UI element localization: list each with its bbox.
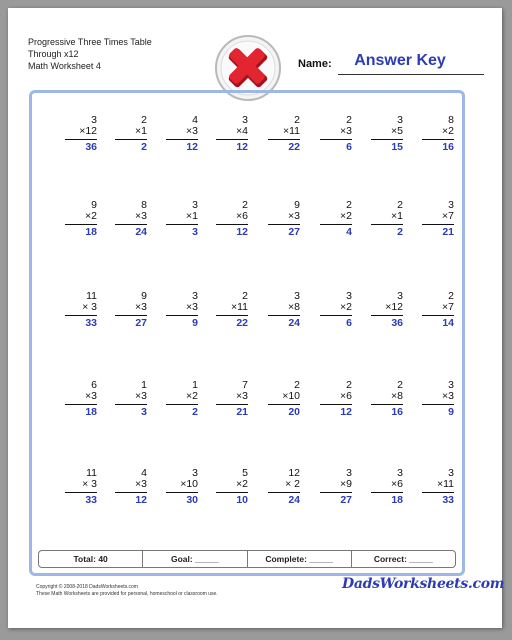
answer-rule [65, 315, 97, 316]
answer-rule [422, 139, 454, 140]
multiplier: ×12 [385, 301, 403, 313]
multiplication-problem [252, 199, 304, 251]
problem-row [37, 199, 457, 251]
multiplicand: 4 [141, 467, 147, 479]
multiplication-problem [150, 290, 202, 342]
multiplication-problem [304, 379, 356, 431]
multiplication-problem [99, 114, 151, 166]
complete-cell: Complete: _____ [248, 551, 352, 567]
multiplier: ×3 [186, 125, 198, 137]
answer-rule [65, 224, 97, 225]
multiplier: ×1 [391, 210, 403, 222]
multiplication-problem [406, 199, 458, 251]
answer: 18 [85, 406, 97, 418]
multiplicand: 3 [346, 290, 352, 302]
multiplicand: 2 [397, 379, 403, 391]
answer: 30 [186, 494, 198, 506]
multiplier: ×3 [442, 390, 454, 402]
answer-rule [371, 492, 403, 493]
multiplication-problem [355, 379, 407, 431]
multiplier: ×2 [442, 125, 454, 137]
multiplicand: 3 [397, 114, 403, 126]
answer-rule [268, 224, 300, 225]
answer: 22 [236, 317, 248, 329]
multiplier: ×3 [135, 210, 147, 222]
answer: 2 [192, 406, 198, 418]
problem-row [37, 379, 457, 431]
multiplier: ×8 [391, 390, 403, 402]
multiplicand: 2 [242, 290, 248, 302]
multiplier: ×3 [85, 390, 97, 402]
multiplier: ×2 [340, 210, 352, 222]
multiplicand: 2 [346, 114, 352, 126]
copyright-notice [36, 584, 218, 598]
multiplication-problem [99, 467, 151, 519]
answer-rule [422, 404, 454, 405]
multiplicand: 2 [242, 199, 248, 211]
multiplicand: 3 [397, 290, 403, 302]
multiplicand: 3 [346, 467, 352, 479]
multiplication-problem [406, 114, 458, 166]
multiplication-problem [406, 290, 458, 342]
multiplication-problem [99, 199, 151, 251]
multiplier: ×3 [135, 390, 147, 402]
copyright-line-2: These Math Worksheets are provided for personal, homeschool or classroom use. [36, 591, 218, 597]
answer: 15 [391, 141, 403, 153]
problem-row [37, 290, 457, 342]
multiplicand: 7 [242, 379, 248, 391]
answer-rule [65, 492, 97, 493]
multiplication-problem [200, 290, 252, 342]
multiplier: ×2 [236, 478, 248, 490]
multiplier: ×12 [79, 125, 97, 137]
multiplier: ×9 [340, 478, 352, 490]
multiplier: ×3 [186, 301, 198, 313]
multiplier: ×3 [288, 210, 300, 222]
answer: 12 [340, 406, 352, 418]
answer-rule [115, 492, 147, 493]
multiplicand: 3 [242, 114, 248, 126]
multiplicand: 2 [141, 114, 147, 126]
answer: 4 [346, 226, 352, 238]
answer-rule [320, 139, 352, 140]
answer: 10 [236, 494, 248, 506]
answer-rule [65, 404, 97, 405]
answer: 20 [288, 406, 300, 418]
multiplier: ×10 [282, 390, 300, 402]
multiplicand: 3 [192, 467, 198, 479]
answer-rule [166, 139, 198, 140]
multiplicand: 6 [91, 379, 97, 391]
multiplication-problem [49, 199, 101, 251]
multiplicand: 8 [448, 114, 454, 126]
multiplicand: 12 [288, 467, 300, 479]
answer-rule [320, 404, 352, 405]
answer: 3 [192, 226, 198, 238]
answer-rule [371, 404, 403, 405]
multiplication-problem [252, 467, 304, 519]
answer: 12 [236, 226, 248, 238]
multiplicand: 9 [141, 290, 147, 302]
answer-rule [268, 404, 300, 405]
title-line-2: Through x12 [28, 49, 79, 59]
multiplier: × 3 [82, 478, 97, 490]
multiplier: ×8 [288, 301, 300, 313]
answer-rule [115, 139, 147, 140]
answer: 36 [85, 141, 97, 153]
multiplier: ×3 [340, 125, 352, 137]
multiplier: × 3 [82, 301, 97, 313]
answer: 21 [442, 226, 454, 238]
multiplication-problem [200, 199, 252, 251]
multiplier: ×4 [236, 125, 248, 137]
answer: 6 [346, 141, 352, 153]
answer: 9 [192, 317, 198, 329]
multiplicand: 3 [294, 290, 300, 302]
copyright-line-1: Copyright © 2008-2018 DadsWorksheets.com [36, 584, 138, 590]
multiplication-problem [150, 467, 202, 519]
multiplication-problem [304, 114, 356, 166]
multiplicand: 2 [294, 114, 300, 126]
multiplication-problem [355, 467, 407, 519]
multiplication-problem [355, 114, 407, 166]
answer-rule [166, 492, 198, 493]
worksheet-title [28, 36, 152, 72]
multiplicand: 2 [294, 379, 300, 391]
answer-rule [115, 224, 147, 225]
answer-rule [371, 139, 403, 140]
multiplication-problem [252, 290, 304, 342]
multiplicand: 9 [294, 199, 300, 211]
multiplier: ×10 [180, 478, 198, 490]
multiplication-problem [304, 290, 356, 342]
answer: 27 [340, 494, 352, 506]
answer: 24 [135, 226, 147, 238]
title-line-3: Math Worksheet 4 [28, 61, 101, 71]
multiplication-problem [49, 379, 101, 431]
answer-rule [320, 315, 352, 316]
answer-rule [422, 224, 454, 225]
multiplier: × 2 [285, 478, 300, 490]
answer: 14 [442, 317, 454, 329]
answer-rule [268, 492, 300, 493]
answer: 21 [236, 406, 248, 418]
answer: 12 [186, 141, 198, 153]
answer-rule [216, 315, 248, 316]
multiplicand: 11 [86, 290, 97, 302]
multiplication-problem [200, 379, 252, 431]
multiplication-problem [150, 379, 202, 431]
name-label: Name: [298, 58, 332, 70]
answer-rule [216, 492, 248, 493]
total-cell: Total: 40 [39, 551, 143, 567]
answer-rule [371, 315, 403, 316]
answer-rule [422, 492, 454, 493]
answer: 24 [288, 494, 300, 506]
multiplicand: 5 [242, 467, 248, 479]
answer-rule [422, 315, 454, 316]
answer-rule [216, 224, 248, 225]
multiplier: ×3 [135, 301, 147, 313]
answer: 33 [85, 317, 97, 329]
multiplicand: 2 [448, 290, 454, 302]
answer: 24 [288, 317, 300, 329]
multiplicand: 9 [91, 199, 97, 211]
multiplicand: 3 [448, 199, 454, 211]
multiplication-problem [406, 467, 458, 519]
answer-rule [216, 139, 248, 140]
answer-rule [65, 139, 97, 140]
multiplication-problem [49, 114, 101, 166]
answer-rule [371, 224, 403, 225]
multiplier: ×5 [391, 125, 403, 137]
multiplier: ×6 [340, 390, 352, 402]
goal-cell: Goal: _____ [143, 551, 247, 567]
multiplicand: 3 [448, 467, 454, 479]
multiplication-problem [252, 114, 304, 166]
multiplier: ×6 [391, 478, 403, 490]
multiplicand: 2 [397, 199, 403, 211]
answer-rule [268, 315, 300, 316]
multiplicand: 8 [141, 199, 147, 211]
answer: 2 [397, 226, 403, 238]
answer-rule [320, 492, 352, 493]
score-box [38, 550, 456, 568]
multiplicand: 3 [192, 199, 198, 211]
site-logo: DadsWorksheets.com [342, 576, 505, 592]
multiplication-problem [406, 379, 458, 431]
multiplication-problem [150, 114, 202, 166]
answer-rule [320, 224, 352, 225]
answer: 16 [442, 141, 454, 153]
multiplication-problem [150, 199, 202, 251]
multiplication-problem [200, 114, 252, 166]
answer-rule [166, 404, 198, 405]
problem-row [37, 467, 457, 519]
multiplier: ×6 [236, 210, 248, 222]
title-line-1: Progressive Three Times Table [28, 37, 152, 47]
answer-rule [166, 315, 198, 316]
multiplier: ×2 [186, 390, 198, 402]
answer-rule [268, 139, 300, 140]
name-line [338, 74, 484, 75]
answer: 9 [448, 406, 454, 418]
multiplication-problem [355, 199, 407, 251]
multiplicand: 3 [448, 379, 454, 391]
answer-rule [166, 224, 198, 225]
multiplier: ×3 [135, 478, 147, 490]
answer: 18 [85, 226, 97, 238]
answer: 36 [391, 317, 403, 329]
multiplicand: 4 [192, 114, 198, 126]
multiplication-problem [252, 379, 304, 431]
answer: 33 [85, 494, 97, 506]
multiplier: ×1 [186, 210, 198, 222]
multiplication-problem [49, 467, 101, 519]
answer: 18 [391, 494, 403, 506]
answer: 16 [391, 406, 403, 418]
multiplication-problem [200, 467, 252, 519]
answer: 3 [141, 406, 147, 418]
multiplier: ×11 [282, 125, 300, 137]
answer: 12 [135, 494, 147, 506]
multiplier: ×2 [85, 210, 97, 222]
answer: 33 [442, 494, 454, 506]
answer: 2 [141, 141, 147, 153]
multiplier: ×11 [230, 301, 248, 313]
multiplication-problem [304, 199, 356, 251]
correct-cell: Correct: _____ [373, 554, 433, 564]
multiplication-problem [49, 290, 101, 342]
answer: 22 [288, 141, 300, 153]
multiplier: ×7 [442, 301, 454, 313]
multiplication-problem [99, 290, 151, 342]
multiplication-problem [304, 467, 356, 519]
multiplier: ×11 [436, 478, 454, 490]
answer-rule [115, 315, 147, 316]
multiplier: ×7 [442, 210, 454, 222]
multiplicand: 1 [141, 379, 147, 391]
answer: 27 [288, 226, 300, 238]
multiplier: ×1 [135, 125, 147, 137]
answer: 12 [236, 141, 248, 153]
answer-rule [216, 404, 248, 405]
multiplicand: 2 [346, 379, 352, 391]
multiplicand: 2 [346, 199, 352, 211]
multiplier: ×2 [340, 301, 352, 313]
multiplicand: 3 [91, 114, 97, 126]
answer: 27 [135, 317, 147, 329]
answer-key-label: Answer Key [354, 52, 446, 69]
multiplicand: 11 [86, 467, 97, 479]
answer-rule [115, 404, 147, 405]
answer: 6 [346, 317, 352, 329]
multiplication-problem [99, 379, 151, 431]
multiplicand: 1 [192, 379, 198, 391]
multiplier: ×3 [236, 390, 248, 402]
multiplicand: 3 [397, 467, 403, 479]
multiplication-problem [355, 290, 407, 342]
multiplicand: 3 [192, 290, 198, 302]
problem-row [37, 114, 457, 166]
